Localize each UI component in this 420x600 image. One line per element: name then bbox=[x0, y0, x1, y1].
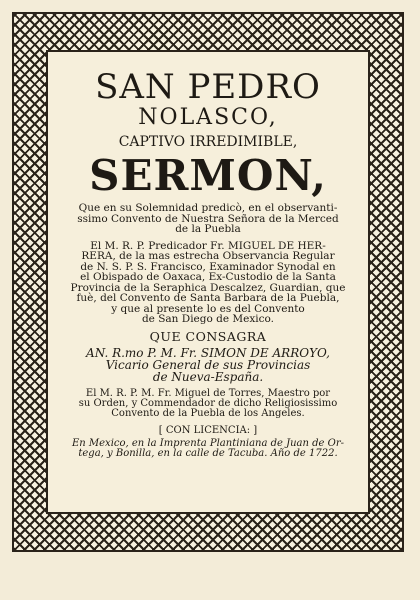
paragraph-2-line-3: de N. S. P. S. Francisco, Examinador Synodal en bbox=[80, 260, 336, 273]
paragraph-2-line-8: de San Diego de Mexico. bbox=[141, 313, 275, 325]
paragraph-1-line-2: ssimo Convento de Nuestra Señora de la Merced bbox=[77, 212, 339, 225]
paragraph-3 bbox=[55, 389, 361, 419]
imprint-line-1: En Mexico, en la Imprenta Plantiniana de Juan de Or- bbox=[71, 438, 344, 450]
dedication-block bbox=[55, 347, 361, 383]
paragraph-3-line-3: Convento de la Puebla de los Angeles. bbox=[111, 408, 305, 419]
title-line-3: CAPTIVO IRREDIMIBLE, bbox=[118, 134, 298, 150]
paragraph-2-line-7: y que al presente lo es del Convento bbox=[111, 302, 305, 315]
paragraph-3-line-1: El M. R. P. M. Fr. Miguel de Torres, Maestro por bbox=[85, 388, 331, 399]
paragraph-2-line-4: el Obispado de Oaxaca, Ex-Custodio de la Santa bbox=[80, 271, 336, 283]
paragraph-1-line-3: de la Puebla bbox=[175, 223, 241, 235]
dedication-line-3: de Nueva-España. bbox=[152, 370, 264, 384]
dedication-line-2: Vicario General de sus Provincias bbox=[105, 358, 311, 372]
dedication-line-1: AN. R.mo P. M. Fr. SIMON DE ARROYO, bbox=[86, 346, 330, 360]
title-line-4: SERMON, bbox=[89, 151, 327, 200]
title-page-text bbox=[55, 67, 361, 460]
title-line-1: SAN PEDRO bbox=[95, 67, 321, 107]
paragraph-2 bbox=[55, 241, 361, 325]
paragraph-1-line-1: Que en su Solemnidad predicò, en el observanti- bbox=[78, 202, 338, 214]
title-line-2: NOLASCO, bbox=[138, 105, 278, 130]
licencia-line: [ CON LICENCIA: ] bbox=[158, 425, 258, 436]
que-consagra-heading: QUE CONSAGRA bbox=[149, 328, 267, 344]
imprint-block bbox=[55, 439, 361, 459]
paragraph-1 bbox=[55, 203, 361, 235]
paragraph-2-line-6: fuè, del Convento de Santa Barbara de la Puebla, bbox=[76, 292, 340, 304]
paragraph-2-line-5: Provincia de la Seraphica Descalzez, Guardian, que bbox=[70, 281, 346, 294]
paragraph-3-line-2: su Orden, y Commendador de dicho Religiosissimo bbox=[78, 398, 338, 409]
imprint-line-2: tega, y Bonilla, en la calle de Tacuba. Año de 1722. bbox=[78, 448, 338, 460]
paragraph-2-line-1: El M. R. P. Predicador Fr. MIGUEL DE HER- bbox=[90, 239, 326, 252]
paragraph-2-line-2: RERA, de la mas estrecha Observancia Regular bbox=[81, 250, 335, 262]
